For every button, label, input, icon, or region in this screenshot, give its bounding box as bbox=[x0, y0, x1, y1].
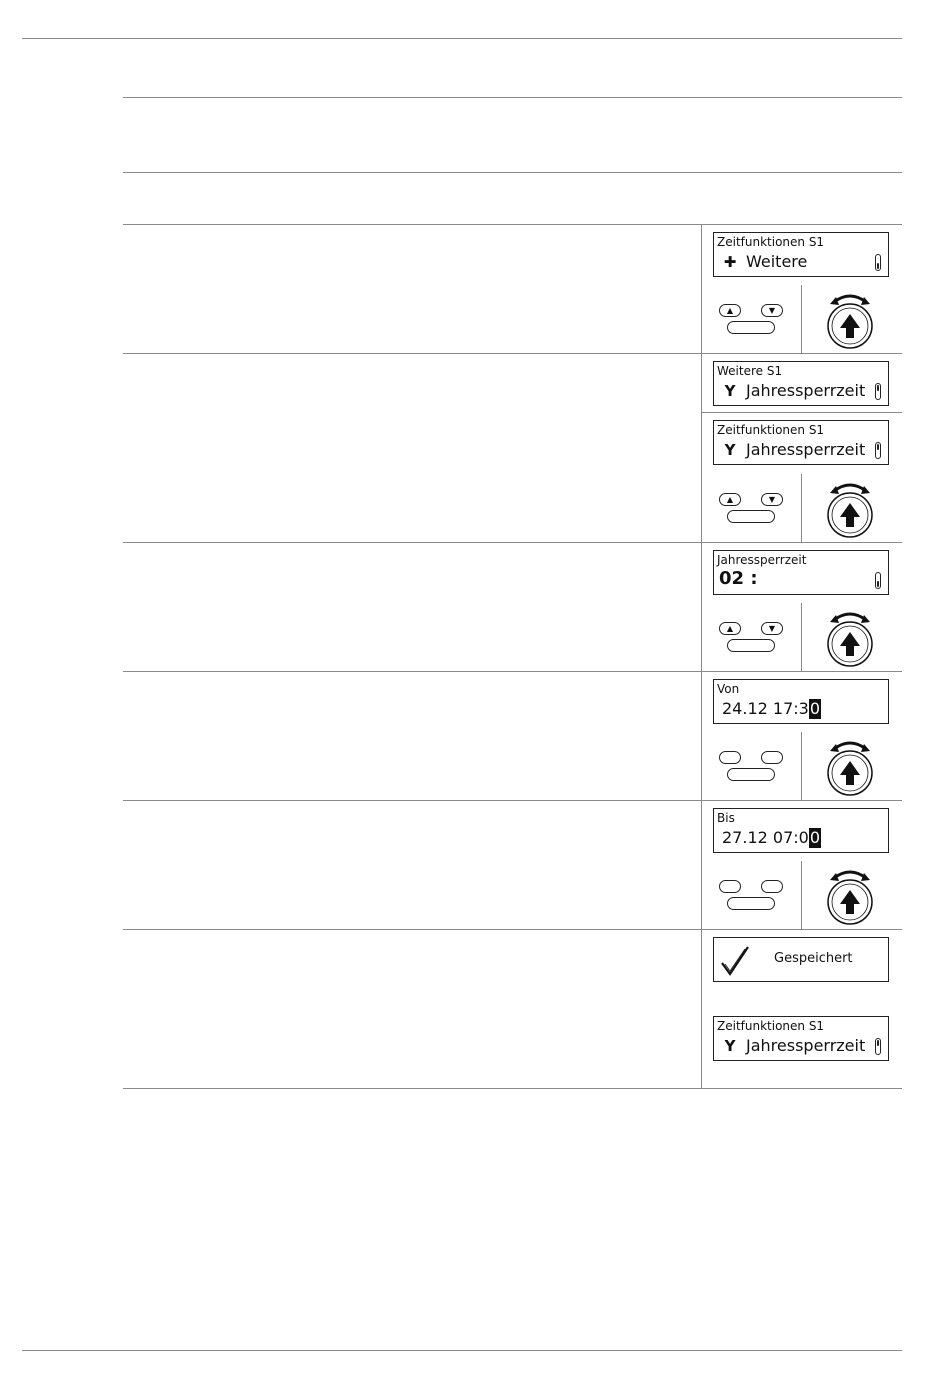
control-divider bbox=[801, 732, 802, 800]
scrollbar-icon bbox=[875, 1038, 881, 1055]
wide-key[interactable] bbox=[727, 897, 775, 910]
left-key[interactable] bbox=[719, 880, 741, 893]
antenna-icon: Y bbox=[724, 1037, 736, 1055]
scrollbar-icon bbox=[875, 254, 881, 271]
column-divider bbox=[701, 224, 702, 1088]
lcd-menu-entry bbox=[718, 381, 865, 401]
keypad bbox=[713, 285, 801, 353]
page-bottom-rule bbox=[22, 1350, 902, 1351]
lcd-screen bbox=[713, 232, 889, 277]
lcd-title: Weitere S1 bbox=[717, 364, 783, 378]
row-divider bbox=[123, 542, 902, 543]
table-top-rule bbox=[123, 224, 902, 225]
header-rule bbox=[123, 172, 902, 173]
up-arrow-key[interactable]: ▲ bbox=[719, 493, 741, 506]
row-divider bbox=[123, 671, 902, 672]
lcd-title: Zeitfunktionen S1 bbox=[717, 235, 825, 249]
lcd-value: 24.12 17:3 bbox=[722, 699, 809, 718]
down-arrow-key[interactable]: ▼ bbox=[761, 622, 783, 635]
up-arrow-key[interactable]: ▲ bbox=[719, 622, 741, 635]
keypad bbox=[713, 603, 801, 671]
lcd-title: Zeitfunktionen S1 bbox=[717, 1019, 825, 1033]
lcd-title: Von bbox=[717, 682, 740, 696]
lcd-datetime bbox=[722, 828, 821, 848]
keypad bbox=[713, 861, 801, 929]
scrollbar-icon bbox=[875, 383, 881, 400]
table-bottom-rule bbox=[123, 1088, 902, 1089]
row-divider bbox=[123, 929, 902, 930]
lcd-screen bbox=[713, 679, 889, 724]
scrollbar-icon bbox=[875, 442, 881, 459]
antenna-icon: Y bbox=[724, 441, 736, 459]
lcd-screen bbox=[713, 361, 889, 406]
rotary-push-knob-icon[interactable] bbox=[824, 864, 876, 930]
wide-key[interactable] bbox=[727, 510, 775, 523]
rotary-push-knob-icon[interactable] bbox=[824, 477, 876, 543]
lcd-screen bbox=[713, 420, 889, 465]
up-arrow-key[interactable]: ▲ bbox=[719, 304, 741, 317]
right-key[interactable] bbox=[761, 880, 783, 893]
lcd-menu-entry bbox=[718, 1036, 865, 1056]
saved-label: Gespeichert bbox=[774, 951, 853, 966]
wide-key[interactable] bbox=[727, 768, 775, 781]
lcd-screen bbox=[713, 808, 889, 853]
lcd-screen bbox=[713, 550, 889, 595]
lcd-title: Jahressperrzeit bbox=[717, 553, 807, 567]
rotary-push-knob-icon[interactable] bbox=[824, 606, 876, 672]
lcd-menu-entry bbox=[718, 440, 865, 460]
rotary-push-knob-icon[interactable] bbox=[824, 288, 876, 354]
down-arrow-key[interactable]: ▼ bbox=[761, 304, 783, 317]
wide-key[interactable] bbox=[727, 321, 775, 334]
lcd-value: Jahressperrzeit bbox=[746, 440, 866, 459]
edit-cursor: 0 bbox=[809, 699, 821, 718]
lcd-value: Jahressperrzeit bbox=[746, 381, 866, 400]
lcd-value: Jahressperrzeit bbox=[746, 1036, 866, 1055]
page-top-rule bbox=[22, 38, 902, 39]
left-key[interactable] bbox=[719, 751, 741, 764]
row-divider bbox=[123, 800, 902, 801]
lcd-menu-entry bbox=[718, 252, 807, 272]
lcd-screen bbox=[713, 1016, 889, 1061]
screen-divider bbox=[701, 412, 902, 413]
plus-icon: ✚ bbox=[723, 253, 737, 271]
lcd-value: 27.12 07:0 bbox=[722, 828, 809, 847]
antenna-icon: Y bbox=[724, 382, 736, 400]
control-divider bbox=[801, 285, 802, 353]
lcd-value: Weitere bbox=[746, 252, 808, 271]
saved-screen bbox=[713, 937, 889, 982]
keypad bbox=[713, 732, 801, 800]
wide-key[interactable] bbox=[727, 639, 775, 652]
control-divider bbox=[801, 861, 802, 929]
lcd-title: Zeitfunktionen S1 bbox=[717, 423, 825, 437]
right-key[interactable] bbox=[761, 751, 783, 764]
scrollbar-icon bbox=[875, 572, 881, 589]
row-divider bbox=[123, 353, 902, 354]
rotary-push-knob-icon[interactable] bbox=[824, 735, 876, 801]
lcd-datetime bbox=[722, 699, 821, 719]
lcd-title: Bis bbox=[717, 811, 735, 825]
control-divider bbox=[801, 474, 802, 542]
keypad bbox=[713, 474, 801, 542]
checkmark-icon bbox=[720, 945, 750, 977]
down-arrow-key[interactable]: ▼ bbox=[761, 493, 783, 506]
edit-cursor: 0 bbox=[809, 828, 821, 847]
header-rule bbox=[123, 97, 902, 98]
control-divider bbox=[801, 603, 802, 671]
lcd-value: 02 : bbox=[719, 568, 758, 589]
